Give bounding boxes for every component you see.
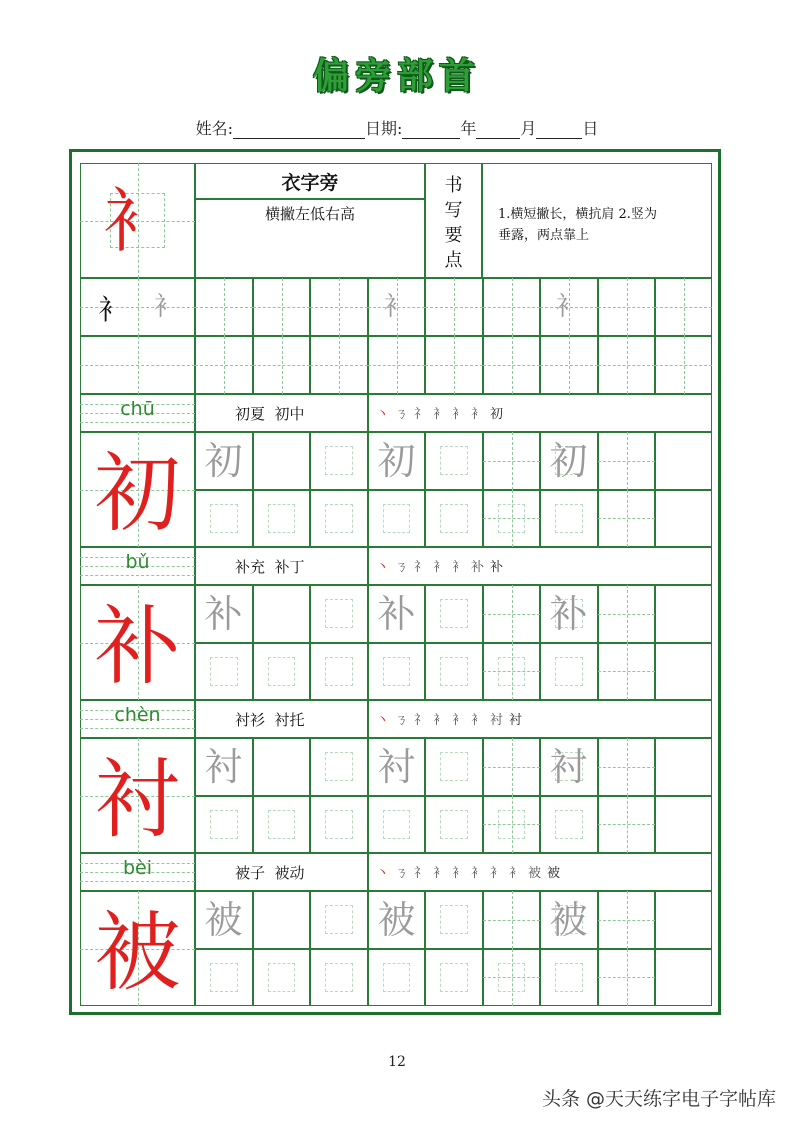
stroke-step: 初 (490, 407, 504, 422)
inner-guide-square (325, 810, 353, 839)
guide-line-horizontal (483, 461, 540, 462)
stroke-step: 丶 (376, 560, 390, 575)
guide-line-horizontal (425, 365, 483, 366)
guide-line-horizontal (655, 365, 712, 366)
inner-guide-square (555, 963, 583, 992)
guide-line-horizontal (483, 365, 540, 366)
word-examples: 被子 被动 (235, 864, 305, 882)
guide-line-horizontal (483, 614, 540, 615)
pinyin-text: chèn (114, 704, 161, 726)
inner-guide-square (440, 905, 468, 934)
practice-cell (253, 432, 310, 490)
year-label: 年 (460, 119, 477, 138)
day-label: 日 (582, 119, 599, 138)
guide-line-horizontal (253, 307, 310, 308)
stroke-step: 衤 (471, 866, 485, 881)
practice-cell (655, 796, 712, 854)
pinyin-guide (80, 575, 195, 576)
page-number: 12 (388, 1054, 406, 1070)
big-char: 初 (94, 443, 181, 544)
stroke-step: 衤 (433, 560, 447, 575)
stroke-step: 补 (490, 560, 504, 575)
month-blank[interactable] (476, 122, 520, 139)
stroke-step: 衤 (452, 407, 466, 422)
pinyin-text: chū (120, 398, 155, 420)
stroke-step: 衤 (490, 866, 504, 881)
trace-char: 衬 (549, 744, 588, 789)
practice-cell (655, 891, 712, 949)
guide-line-horizontal (425, 307, 483, 308)
trace-char: 初 (204, 438, 243, 483)
month-label: 月 (520, 119, 537, 138)
big-char: 衬 (94, 749, 181, 850)
inner-guide-square (383, 810, 410, 839)
guide-line-horizontal (483, 977, 540, 978)
inner-guide-square (268, 810, 295, 839)
stroke-step: 衤 (471, 713, 485, 728)
inner-guide-square (383, 963, 410, 992)
practice-cell (655, 643, 712, 701)
guide-line-horizontal (598, 920, 655, 921)
inner-guide-square (268, 657, 295, 686)
guide-line-horizontal (195, 365, 253, 366)
guide-line-horizontal (80, 365, 195, 366)
stroke-step: 衤 (452, 713, 466, 728)
practice-cell (655, 585, 712, 643)
stroke-step: 衤 (509, 866, 523, 881)
guide-line-horizontal (540, 365, 598, 366)
pinyin-guide (80, 422, 195, 423)
guide-line-horizontal (598, 365, 655, 366)
guide-line-horizontal (310, 365, 368, 366)
guide-line-horizontal (598, 461, 655, 462)
inner-guide-square (440, 810, 468, 839)
inner-guide-square (210, 810, 238, 839)
inner-guide-square (555, 810, 583, 839)
inner-guide-square (325, 446, 353, 475)
day-blank[interactable] (536, 122, 582, 139)
guide-line-horizontal (483, 767, 540, 768)
inner-guide-square (210, 963, 238, 992)
trace-char: 被 (204, 897, 243, 942)
stroke-step: 衤 (452, 560, 466, 575)
practice-cell (655, 432, 712, 490)
radical-tip: 横撇左低右高 (264, 205, 355, 223)
year-blank[interactable] (402, 122, 460, 139)
stroke-step: 衤 (433, 713, 447, 728)
word-examples: 补充 补丁 (235, 558, 305, 576)
requirements-text-line2: 垂露，两点靠上 (498, 228, 590, 243)
pinyin-text: bǔ (125, 551, 150, 573)
practice-cell (253, 891, 310, 949)
practice-cell (253, 585, 310, 643)
trace-char: 补 (204, 591, 243, 636)
radical-trace: 衤 (153, 292, 180, 322)
inner-guide-square (325, 504, 353, 533)
guide-line-horizontal (598, 824, 655, 825)
guide-line-horizontal (253, 365, 310, 366)
radical-name: 衣字旁 (281, 171, 339, 194)
guide-line-horizontal (483, 671, 540, 672)
stroke-step: 被 (547, 866, 561, 881)
guide-line-horizontal (368, 365, 425, 366)
stroke-step: 礻 (414, 866, 428, 881)
stroke-step: 衤 (471, 407, 485, 422)
stroke-step: 丶 (376, 407, 390, 422)
trace-char: 衬 (204, 744, 243, 789)
watermark: 头条 @天天练字电子字帖库 (541, 1088, 776, 1110)
trace-char: 被 (377, 897, 416, 942)
inner-guide-square (383, 504, 410, 533)
practice-cell (253, 738, 310, 796)
inner-guide-square (325, 752, 353, 781)
name-label: 姓名: (195, 119, 233, 138)
stroke-step: 衤 (452, 866, 466, 881)
radical-trace: 衤 (555, 292, 582, 322)
inner-guide-square (325, 657, 353, 686)
stroke-step: 被 (528, 866, 542, 881)
stroke-step: 礻 (414, 713, 428, 728)
inner-guide-square (440, 504, 468, 533)
pinyin-guide (80, 728, 195, 729)
inner-guide-square (325, 963, 353, 992)
radical-model-black: 衤 (98, 293, 127, 326)
stroke-step: 礻 (414, 560, 428, 575)
stroke-step: 补 (471, 560, 485, 575)
guide-line-horizontal (655, 307, 712, 308)
inner-guide-square (325, 905, 353, 934)
guide-line-horizontal (598, 518, 655, 519)
guide-line-horizontal (483, 920, 540, 921)
practice-cell (655, 738, 712, 796)
stroke-step: ㄋ (395, 407, 409, 422)
guide-line-horizontal (310, 307, 368, 308)
guide-line-horizontal (598, 977, 655, 978)
stroke-step: 礻 (414, 407, 428, 422)
big-char: 补 (94, 596, 181, 697)
requirements-label-char: 要 (444, 225, 463, 246)
practice-cell (655, 490, 712, 548)
guide-line-horizontal (598, 307, 655, 308)
stroke-step: 衬 (509, 713, 523, 728)
trace-char: 被 (549, 897, 588, 942)
requirements-label-char: 书 (444, 175, 463, 196)
big-char: 被 (94, 902, 181, 1003)
stroke-step: ㄋ (395, 560, 409, 575)
inner-guide-square (440, 446, 468, 475)
inner-guide-square (210, 657, 238, 686)
inner-guide-square (325, 599, 353, 628)
inner-guide-square (440, 752, 468, 781)
pinyin-guide (80, 881, 195, 882)
inner-guide-square (555, 504, 583, 533)
inner-guide-square (210, 504, 238, 533)
inner-guide-square (440, 599, 468, 628)
requirements-label-char: 点 (444, 250, 463, 271)
trace-char: 初 (377, 438, 416, 483)
guide-line-horizontal (483, 518, 540, 519)
radical-trace: 衤 (383, 292, 410, 322)
name-date-line (0, 116, 794, 139)
radical-glyph: 衤 (102, 179, 173, 262)
word-examples: 衬衫 衬托 (235, 711, 305, 729)
requirements-label-char: 写 (444, 200, 463, 221)
pinyin-text: bèi (122, 857, 153, 879)
practice-cell (655, 949, 712, 1007)
guide-line-horizontal (598, 767, 655, 768)
page-title: 偏旁部首 (312, 56, 481, 97)
trace-char: 补 (377, 591, 416, 636)
inner-guide-square (440, 657, 468, 686)
date-label: 日期: (364, 119, 403, 138)
inner-guide-square (440, 963, 468, 992)
inner-guide-square (555, 657, 583, 686)
stroke-step: 衤 (433, 407, 447, 422)
stroke-step: 衤 (433, 866, 447, 881)
inner-guide-square (268, 504, 295, 533)
guide-line-horizontal (483, 307, 540, 308)
trace-char: 衬 (377, 744, 416, 789)
requirements-text-line1: 1.横短撇长，横抗肩 2.竖为 (498, 207, 657, 222)
word-examples: 初夏 初中 (235, 405, 305, 423)
trace-char: 初 (549, 438, 588, 483)
stroke-step: 衬 (490, 713, 504, 728)
name-blank[interactable] (233, 122, 365, 139)
stroke-step: 丶 (376, 866, 390, 881)
stroke-step: ㄋ (395, 866, 409, 881)
guide-line-horizontal (195, 307, 253, 308)
guide-line-horizontal (598, 614, 655, 615)
worksheet-grid (80, 163, 712, 1007)
inner-guide-square (383, 657, 410, 686)
stroke-step: 丶 (376, 713, 390, 728)
stroke-step: ㄋ (395, 713, 409, 728)
inner-guide-square (268, 963, 295, 992)
trace-char: 补 (549, 591, 588, 636)
guide-line-horizontal (598, 671, 655, 672)
guide-line-horizontal (483, 824, 540, 825)
